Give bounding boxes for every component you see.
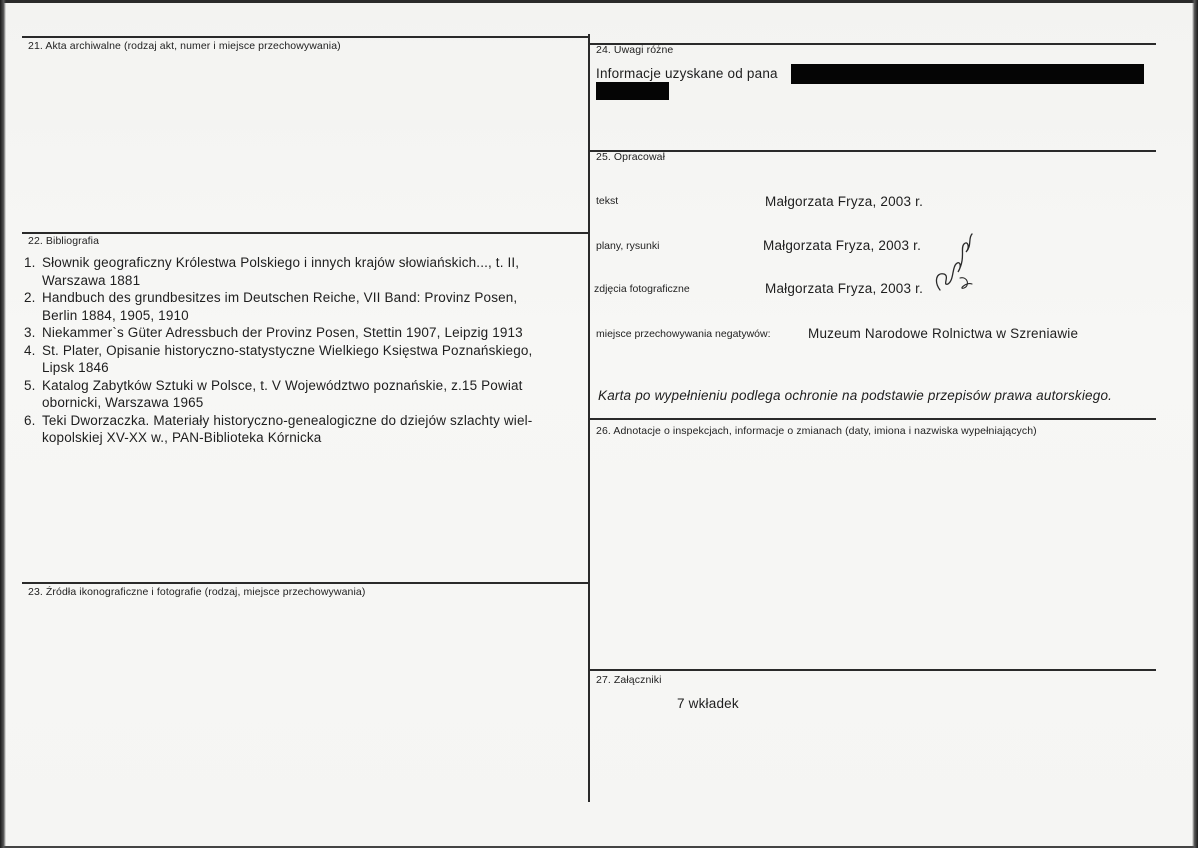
- author-row-label: tekst: [596, 195, 619, 207]
- bibliography-item: [24, 377, 602, 412]
- bibliography-line: Słownik geograficzny Królestwa Polskiego i innych krajów słowiańskich..., t. II,: [42, 255, 520, 270]
- rule-21-top: [22, 36, 588, 38]
- copyright-note: Karta po wypełnieniu podlega ochronie na podstawie przepisów prawa autorskiego.: [598, 388, 1113, 403]
- redaction-bar: [596, 82, 669, 100]
- bibliography-number: 3.: [24, 325, 36, 340]
- author-row-value: Małgorzata Fryza, 2003 r.: [765, 281, 924, 296]
- handwritten-signature: [930, 228, 978, 300]
- section-25-label: 25. Opracował: [596, 151, 666, 163]
- rule-22-top: [22, 232, 588, 234]
- bibliography-line: kopolskiej XV-XX w., PAN-Biblioteka Kórnicka: [42, 430, 322, 445]
- card-edge-left: [0, 0, 6, 848]
- bibliography-number: 5.: [24, 377, 36, 393]
- negatives-value: Muzeum Narodowe Rolnictwa w Szreniawie: [808, 326, 1079, 341]
- redaction-bar: [791, 64, 1144, 84]
- section-23-label: 23. Źródła ikonograficzne i fotografie (rodzaj, miejsce przechowywania): [28, 586, 366, 598]
- bibliography-item: [24, 254, 602, 289]
- section-26-label: 26. Adnotacje o inspekcjach, informacje o zmianach (daty, imiona i nazwiska wypełniających): [596, 425, 1037, 437]
- bibliography-line: Berlin 1884, 1905, 1910: [42, 307, 189, 323]
- bibliography-line: Lipsk 1846: [42, 360, 109, 375]
- section-27-label: 27. Załączniki: [596, 674, 662, 686]
- attachments-value: 7 wkładek: [677, 696, 739, 711]
- rule-24-top: [590, 43, 1156, 45]
- bibliography-line: Katalog Zabytków Sztuki w Polsce, t. V Województwo poznańskie, z.15 Powiat: [42, 377, 523, 393]
- rule-23-top: [22, 582, 588, 584]
- bibliography-number: 6.: [24, 412, 36, 428]
- card-edge-right: [1192, 0, 1198, 848]
- bibliography-line: obornicki, Warszawa 1965: [42, 395, 204, 410]
- section-21-label: 21. Akta archiwalne (rodzaj akt, numer i miejsce przechowywania): [28, 40, 341, 52]
- author-row-value: Małgorzata Fryza, 2003 r.: [763, 238, 922, 253]
- bibliography-item: [24, 324, 602, 342]
- bibliography-item: [24, 342, 602, 377]
- bibliography-number: 1.: [24, 255, 36, 270]
- bibliography-number: 2.: [24, 290, 36, 305]
- bibliography-line: Handbuch des grundbesitzes im Deutschen Reiche, VII Band: Provinz Posen,: [42, 290, 518, 305]
- bibliography-line: Teki Dworzaczka. Materiały historyczno-genealogiczne do dziejów szlachty wiel-: [42, 412, 533, 428]
- rule-27-top: [590, 669, 1156, 671]
- bibliography-list: [24, 254, 602, 447]
- author-row-label: plany, rysunki: [596, 240, 660, 252]
- card-edge-top: [0, 0, 1198, 3]
- remarks-text: Informacje uzyskane od pana: [596, 66, 778, 81]
- bibliography-line: Niekammer`s Güter Adressbuch der Provinz Posen, Stettin 1907, Leipzig 1913: [42, 325, 523, 340]
- bibliography-item: [24, 289, 602, 324]
- bibliography-line: Warszawa 1881: [42, 272, 141, 288]
- rule-26-top: [590, 418, 1156, 420]
- section-22-label: 22. Bibliografia: [28, 235, 100, 247]
- rule-25-top: [590, 150, 1156, 152]
- negatives-label: miejsce przechowywania negatywów:: [596, 328, 771, 340]
- bibliography-item: [24, 412, 602, 447]
- author-row-value: Małgorzata Fryza, 2003 r.: [765, 194, 924, 209]
- bibliography-number: 4.: [24, 342, 36, 358]
- bibliography-line: St. Plater, Opisanie historyczno-statystyczne Wielkiego Księstwa Poznańskiego,: [42, 342, 533, 358]
- section-24-label: 24. Uwagi różne: [596, 44, 674, 56]
- author-row-label: zdjęcia fotograficzne: [594, 283, 690, 295]
